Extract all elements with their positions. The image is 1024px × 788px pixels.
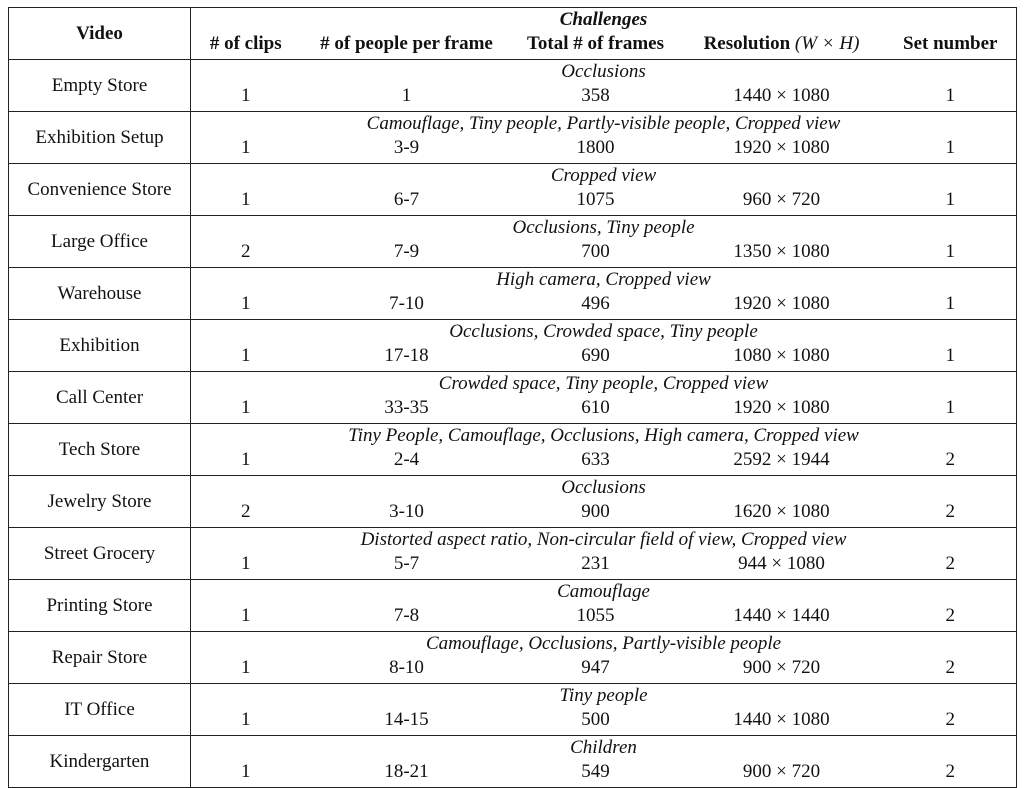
cell-frames: 1800 [576, 137, 615, 158]
cell-people: 18-21 [301, 760, 513, 788]
cell-resolution: 2592 × 1944 [733, 449, 830, 470]
cell-challenges: Occlusions, Tiny people [191, 216, 1017, 241]
header-resolution-math: (W × H) [794, 33, 860, 54]
table-row [9, 528, 1017, 553]
table-row [9, 372, 1017, 397]
cell-set: 1 [885, 344, 1017, 372]
cell-frames: 496 [581, 293, 610, 314]
cell-frames: 358 [581, 85, 610, 106]
cell-challenges: Crowded space, Tiny people, Cropped view [191, 372, 1017, 397]
cell-resolution: 944 × 1080 [738, 553, 825, 574]
header-clips: # of clips [191, 32, 301, 60]
cell-challenges: Camouflage [191, 580, 1017, 605]
cell-challenges: Occlusions [191, 476, 1017, 501]
header-resolution-label: Resolution [703, 33, 791, 54]
cell-people: 17-18 [384, 345, 429, 366]
cell-clips: 1 [191, 760, 301, 788]
cell-people: 3-10 [389, 501, 424, 522]
cell-clips: 1 [191, 604, 301, 632]
cell-clips: 2 [191, 500, 301, 528]
cell-people: 7-9 [393, 241, 420, 262]
cell-challenges: Distorted aspect ratio, Non-circular field of view, Cropped view [191, 528, 1017, 553]
cell-frames: 549 [513, 760, 679, 788]
cell-video: Printing Store [9, 580, 191, 632]
cell-resolution: 900 × 720 [742, 657, 821, 678]
cell-resolution: 1440 × 1080 [733, 709, 830, 730]
table-row [9, 216, 1017, 241]
header-set: Set number [885, 32, 1017, 60]
cell-people: 1 [401, 85, 412, 106]
cell-video: Empty Store [9, 60, 191, 112]
cell-frames: 610 [581, 397, 610, 418]
cell-challenges: Camouflage, Tiny people, Partly-visible people, Cropped view [191, 112, 1017, 137]
cell-frames: 900 [581, 501, 610, 522]
cell-set: 2 [885, 500, 1017, 528]
cell-video: Large Office [9, 216, 191, 268]
cell-clips: 1 [191, 448, 301, 476]
cell-video: Jewelry Store [9, 476, 191, 528]
cell-challenges: Tiny people [191, 684, 1017, 709]
cell-resolution: 1440 × 1080 [733, 85, 830, 106]
cell-resolution: 1920 × 1080 [733, 137, 830, 158]
cell-resolution: 1920 × 1080 [733, 397, 830, 418]
cell-people: 2-4 [393, 449, 420, 470]
table-row [9, 424, 1017, 449]
cell-frames: 500 [581, 709, 610, 730]
cell-video: Kindergarten [9, 736, 191, 788]
table-header [9, 8, 1017, 60]
table-row [9, 60, 1017, 85]
cell-challenges: Camouflage, Occlusions, Partly-visible people [191, 632, 1017, 657]
cell-set: 1 [885, 136, 1017, 164]
cell-set: 2 [885, 708, 1017, 736]
cell-people: 5-7 [393, 553, 420, 574]
cell-challenges: High camera, Cropped view [191, 268, 1017, 293]
cell-people: 8-10 [389, 657, 424, 678]
cell-clips: 1 [191, 708, 301, 736]
cell-set: 2 [885, 552, 1017, 580]
cell-video: Tech Store [9, 424, 191, 476]
cell-clips: 1 [191, 292, 301, 320]
cell-people: 7-8 [393, 605, 420, 626]
cell-video: Call Center [9, 372, 191, 424]
cell-clips: 2 [191, 240, 301, 268]
cell-people: 6-7 [393, 189, 420, 210]
cell-clips: 1 [191, 188, 301, 216]
header-challenges: Challenges [191, 8, 1017, 33]
cell-resolution: 1080 × 1080 [733, 345, 830, 366]
cell-frames: 633 [581, 449, 610, 470]
header-resolution [679, 32, 885, 60]
cell-set: 1 [885, 240, 1017, 268]
dataset-table-container [8, 7, 1016, 788]
table-row [9, 164, 1017, 189]
dataset-table [8, 7, 1017, 788]
cell-video: Exhibition Setup [9, 112, 191, 164]
cell-clips: 1 [191, 552, 301, 580]
cell-set: 1 [885, 188, 1017, 216]
cell-set: 1 [885, 84, 1017, 112]
table-row [9, 632, 1017, 657]
cell-frames: 1075 [576, 189, 615, 210]
table-row [9, 320, 1017, 345]
cell-frames: 947 [581, 657, 610, 678]
cell-clips: 1 [191, 396, 301, 424]
cell-clips: 1 [191, 656, 301, 684]
cell-resolution: 1350 × 1080 [733, 241, 830, 262]
table-row [9, 112, 1017, 137]
cell-video: Exhibition [9, 320, 191, 372]
cell-challenges: Tiny People, Camouflage, Occlusions, High camera, Cropped view [191, 424, 1017, 449]
header-frames: Total # of frames [526, 33, 665, 54]
cell-resolution: 1440 × 1440 [733, 605, 830, 626]
cell-people: 3-9 [393, 137, 420, 158]
cell-frames: 690 [581, 345, 610, 366]
cell-set: 2 [885, 760, 1017, 788]
table-row [9, 268, 1017, 293]
cell-people: 33-35 [384, 397, 429, 418]
cell-video: Warehouse [9, 268, 191, 320]
cell-people: 7-10 [389, 293, 424, 314]
cell-video: IT Office [9, 684, 191, 736]
cell-clips: 1 [191, 344, 301, 372]
cell-challenges: Occlusions, Crowded space, Tiny people [191, 320, 1017, 345]
cell-set: 1 [885, 396, 1017, 424]
cell-resolution: 1620 × 1080 [733, 501, 830, 522]
cell-video: Repair Store [9, 632, 191, 684]
cell-challenges: Children [191, 736, 1017, 761]
cell-video: Convenience Store [9, 164, 191, 216]
cell-resolution: 960 × 720 [742, 189, 821, 210]
cell-video: Street Grocery [9, 528, 191, 580]
cell-challenges: Cropped view [191, 164, 1017, 189]
cell-frames: 700 [581, 241, 610, 262]
table-row [9, 476, 1017, 501]
cell-set: 2 [885, 604, 1017, 632]
cell-resolution: 1920 × 1080 [733, 293, 830, 314]
cell-frames: 1055 [576, 605, 615, 626]
cell-clips: 1 [191, 84, 301, 112]
cell-clips: 1 [191, 136, 301, 164]
header-video: Video [9, 8, 191, 60]
cell-set: 2 [885, 448, 1017, 476]
cell-challenges: Occlusions [191, 60, 1017, 85]
table-row [9, 736, 1017, 761]
cell-resolution: 900 × 720 [679, 760, 885, 788]
cell-frames: 231 [581, 553, 610, 574]
header-people: # of people per frame [320, 33, 493, 54]
table-row [9, 580, 1017, 605]
cell-set: 1 [885, 292, 1017, 320]
cell-set: 2 [885, 656, 1017, 684]
table-body [9, 60, 1017, 788]
cell-people: 14-15 [384, 709, 429, 730]
table-row [9, 684, 1017, 709]
